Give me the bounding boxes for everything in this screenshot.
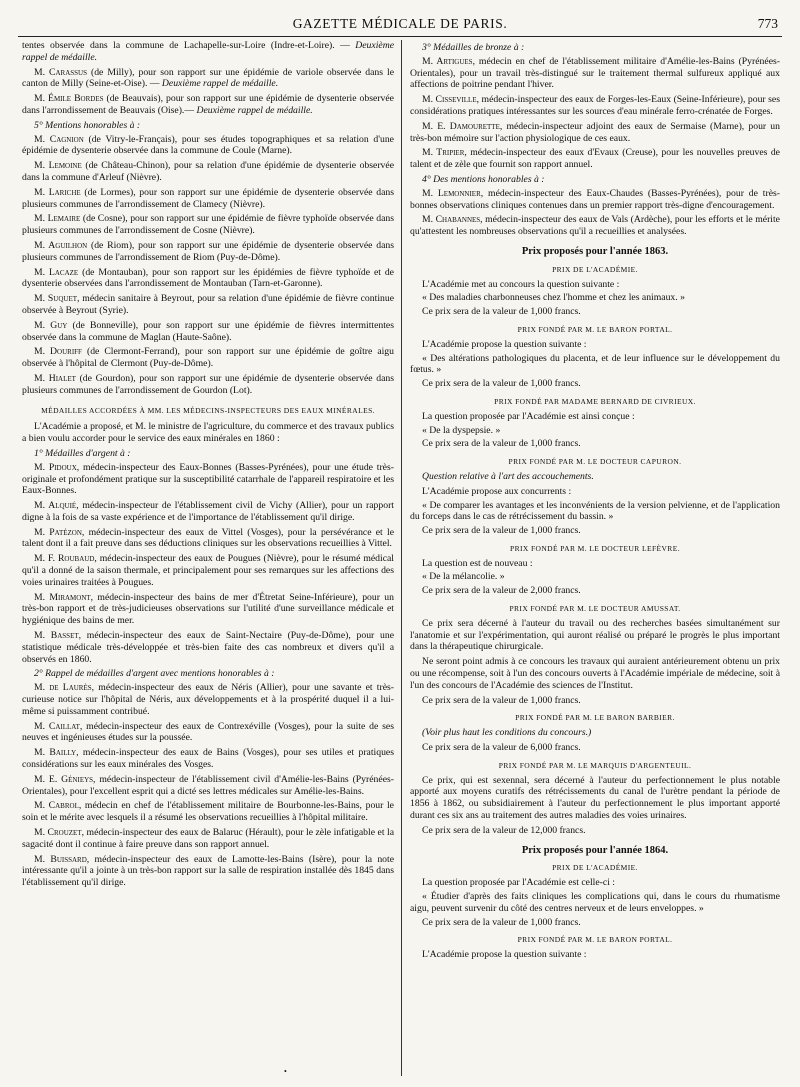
award-entry: [22, 213, 394, 237]
entry-text: (de Gourdon), pour son rapport sur une épidémie de dysenterie observée dans plusieurs communes de l'arrondissement de Gourdon (Lot).: [22, 372, 394, 396]
entry-text: , médecin-inspecteur des bains de mer d'Étretat Seine-Inférieure), pour un très-bon rapport et de très-judicieuses observations sur l'utilité d'une surveillance médicale et hygiénique des bains de mer.: [22, 591, 394, 627]
recipient-name: M. Cisseville: [422, 94, 477, 106]
prize-heading: PRIX FONDÉ PAR M. LE DOCTEUR LEFÈVRE.: [510, 543, 680, 553]
recipient-name: M. Bailly: [34, 747, 77, 759]
question-text: La question proposée par l'Académie est ainsi conçue :: [422, 410, 635, 422]
entry-text: , médecin-inspecteur des eaux de Vals (Ardèche), pour les efforts et le mérite qu'attestent les nombreuses observations qu'il a recueillies et analysées.: [410, 214, 780, 238]
recipient-name: M. Hialet: [34, 372, 76, 384]
prize-value: Ce prix sera de la valeur de 1,000 francs.: [422, 916, 581, 928]
entry-text: L'Académie a proposé, et M. le ministre de l'agriculture, du commerce et des travaux publics a bien voulu accorder pour le service des eaux minérales en 1860 :: [22, 421, 394, 445]
award-entry: [22, 93, 394, 117]
award-entry: [410, 121, 780, 145]
entry-text: (de Cosne), pour son rapport sur une épidémie de fièvre typhoïde observée dans plusieurs communes de l'arrondissement de Cosne (Nièvre).: [22, 213, 394, 237]
question-text: L'Académie met au concours la question suivante :: [422, 278, 620, 290]
question-text: « De la mélancolie. »: [422, 571, 505, 583]
entry-text: , médecin-inspecteur des eaux de Bains (Vosges), pour ses utiles et pratiques considérations sur les eaux minérales des Vosges.: [22, 747, 394, 771]
recipient-name: M. Caillat: [34, 720, 80, 732]
category-heading: 2° Rappel de médailles d'argent avec mentions honorables à :: [34, 668, 275, 680]
recipient-name: M. Cagnion: [34, 133, 84, 145]
entry-text: , médecin-inspecteur des eaux d'Evaux (Creuse), pour les nouvelles preuves de talent et de zèle que fournit son rapport annuel.: [410, 147, 780, 171]
recipient-name: M. Alquié: [34, 500, 77, 512]
category-heading: 1° Médailles d'argent à :: [34, 447, 131, 459]
recipient-name: M. Basset: [34, 630, 79, 642]
entry-text: (de Clermont-Ferrand), pour son rapport sur une épidémie de goître aigu observée à l'hôpital de Clermont (Puy-de-Dôme).: [22, 346, 394, 370]
category-heading: 4° Des mentions honorables à :: [422, 173, 545, 185]
prize-heading: PRIX FONDÉ PAR M. LE DOCTEUR AMUSSAT.: [509, 604, 681, 614]
entry-text: , médecin-inspecteur des eaux de Forges-les-Eaux (Seine-Inférieure), pour ses considérations pratiques intéressantes sur les sources d'eau minérale ferro-crénatée de Forges.: [410, 94, 780, 117]
recipient-name: M. Miramont: [34, 591, 91, 603]
award-entry: [22, 187, 394, 211]
entry-text: , médecin-inspecteur de l'établissement civil de Vichy (Allier), pour un rapport digne à la fois de sa vaste expérience et de l'importance de l'établissement qu'il dirige.: [22, 500, 394, 523]
recipient-name: M. Carassus: [34, 66, 87, 78]
entry-text: , médecin-inspecteur des eaux de Balaruc (Hérault), pour le zèle infatigable et la sagacité dont il continue à faire preuve dans son rapport annuel.: [22, 827, 394, 850]
question-text: La question est de nouveau :: [422, 557, 533, 569]
prize-value: Ce prix sera de la valeur de 1,000 francs.: [422, 525, 581, 537]
award-entry: [22, 747, 394, 771]
prize-heading: PRIX FONDÉ PAR M. LE BARON PORTAL.: [517, 324, 673, 334]
award-entry: [22, 320, 394, 344]
prize-value: Ce prix sera de la valeur de 1,000 francs.: [422, 378, 581, 390]
recipient-name: M. Suquet: [34, 293, 78, 305]
prize-value: Ce prix sera de la valeur de 2,000 francs.: [422, 585, 581, 597]
entry-text: , médecin en chef de l'établissement militaire d'Amélie-les-Bains (Pyrénées-Orientales), pour un travail très-distingué sur le traitement thermal sulfureux appliqué aux affections de poitrine pendant l'hiver.: [410, 55, 780, 91]
recipient-name: M. Lemoine: [34, 160, 82, 172]
entry-text: , médecin-inspecteur des eaux de Saint-Nectaire (Puy-de-Dôme), pour une statistique médicale très-développée et très-bien faite des cas nombreux et divers qu'il a observés en 1860.: [22, 630, 394, 665]
column-divider: [401, 40, 402, 1076]
award-entry: [22, 553, 394, 588]
prize-value: Ce prix sera de la valeur de 6,000 francs.: [422, 742, 581, 754]
entry-text: , médecin-inspecteur des eaux de Vittel (Vosges), pour la persévérance et le talent dont il a fait preuve dans ses déductions cliniques sur les observations recueillies à Vittel.: [22, 526, 394, 550]
award-entry: [410, 94, 780, 118]
award-entry: [22, 682, 394, 717]
recipient-name: M. Douriff: [34, 346, 82, 358]
category-heading: 5° Mentions honorables à :: [34, 119, 141, 131]
entry-text: (de Château-Chinon), pour sa relation d'une épidémie de dysenterie observée dans la commune d'Arleuf (Nièvre).: [22, 160, 394, 183]
recipient-name: M. Lemonnier: [422, 187, 481, 199]
entry-text: (de Milly), pour son rapport sur une épidémie de variole observée dans le canton de Milly (Seine-et-Oise). —: [22, 66, 394, 90]
prize-heading: PRIX FONDÉ PAR M. LE DOCTEUR CAPURON.: [508, 457, 682, 467]
prize-value: Ce prix sera de la valeur de 1,000 francs.: [422, 438, 581, 450]
prize-heading: PRIX DE L'ACADÉMIE.: [552, 863, 638, 873]
award-entry: [410, 214, 780, 238]
entry-text: (de Lormes), pour son rapport sur une épidémie de dysenterie observée dans plusieurs communes de l'arrondissement de Clamecy (Nièvre).: [22, 186, 394, 210]
paragraph: [22, 421, 394, 445]
award-entry: [22, 373, 394, 397]
recipient-name: M. Crouzet: [34, 827, 82, 839]
recipient-name: M. Patézon: [34, 526, 82, 538]
question-text: La question proposée par l'Académie est celle-ci :: [422, 877, 615, 889]
entry-text: Ce prix sera décerné à l'auteur du travail ou des recherches basées simultanément sur l'anatomie et sur l'expérimentation, qui auront réalisé ou préparé le progrès le plus important dans la thérapeutique chirurgicale.: [410, 617, 780, 653]
entry-text: , médecin-inspecteur de l'établissement civil d'Amélie-les-Bains (Pyrénées-Orientales), pour l'excellent esprit qui a dicté ses lettres médicales sur Amélie-les-Bains.: [22, 773, 394, 797]
award-entry: [22, 774, 394, 798]
entry-text: (de Bonneville), pour son rapport sur une épidémie de fièvres intermittentes observée dans la commune de Maglan (Haute-Saône).: [22, 319, 394, 343]
right-column: [410, 40, 780, 1076]
recipient-name: M. Lacaze: [34, 266, 79, 278]
question-text: L'Académie propose la question suivante :: [422, 949, 587, 961]
entry-text: tentes observée dans la commune de Lachapelle-sur-Loire (Indre-et-Loire). —: [22, 40, 350, 51]
prize-heading: PRIX FONDÉ PAR M. LE MARQUIS D'ARGENTEUIL.: [498, 760, 692, 770]
recipient-name: M. E. Génieys: [34, 773, 94, 785]
recipient-name: M. Chabannes: [422, 214, 481, 226]
question-text: « Des altérations pathologiques du placenta, et de leur influence sur le développement du fœtus. »: [410, 352, 780, 376]
prize-heading: PRIX FONDÉ PAR M. LE BARON BARBIER.: [515, 713, 675, 723]
entry-text: (de Riom), pour son rapport sur une épidémie de dysenterie observée dans plusieurs communes de l'arrondissement de Riom (Puy-de-Dôme).: [22, 239, 394, 263]
award-entry: [22, 240, 394, 264]
award-entry: [410, 188, 780, 212]
award-entry: [22, 630, 394, 665]
rappel-note: Deuxième rappel de médaille.: [196, 104, 313, 116]
recipient-name: M. Pidoux: [34, 461, 77, 473]
year-heading: Prix proposés pour l'année 1863.: [521, 245, 669, 257]
award-entry: [22, 500, 394, 524]
recipient-name: M. Guy: [34, 319, 68, 331]
award-entry: [410, 147, 780, 171]
award-entry: [22, 134, 394, 158]
award-entry: [22, 267, 394, 291]
question-text: « De comparer les avantages et les inconvénients de la version pelvienne, et de l'application du forceps dans le cas de rétrécissement du bassin. »: [410, 499, 780, 523]
entry-text: , médecin-inspecteur adjoint des eaux de Sermaise (Marne), pour un très-bon mémoire sur l'action physiologique de ces eaux.: [410, 120, 780, 144]
recipient-name: M. Aguilhon: [34, 239, 88, 251]
recipient-name: M. Cabrol: [34, 800, 79, 812]
prize-value: Ce prix sera de la valeur de 1,000 francs.: [422, 694, 581, 706]
award-entry: [22, 800, 394, 824]
award-entry: [22, 527, 394, 551]
award-entry: [22, 854, 394, 889]
question-text: « Des maladies charbonneuses chez l'homme et chez les animaux. »: [422, 292, 685, 304]
entry-text: (de Beauvais), pour son rapport sur une épidémie de dysenterie observée dans l'arrondissement de Beauvais (Oise).—: [22, 93, 394, 116]
page-number: 773: [757, 16, 778, 31]
section-heading: MÉDAILLES ACCORDÉES À MM. LES MÉDECINS-INSPECTEURS DES EAUX MINÉRALES.: [41, 405, 375, 415]
question-text: « De la dyspepsie. »: [422, 424, 501, 436]
paragraph: [22, 40, 394, 64]
award-entry: [22, 346, 394, 370]
entry-text: , médecin-inspecteur des eaux de Pougues (Nièvre), pour le résumé médical qu'il a donné de la saison thermale, et principalement pour ses remarques sur les affections des voies urinaires traitées à Pougues.: [22, 553, 394, 588]
paragraph: [410, 656, 780, 691]
award-entry: [22, 160, 394, 184]
entry-text: , médecin-inspecteur des Eaux-Chaudes (Basses-Pyrénées), pour de très-bonnes observations cliniques contenues dans un premier rapport très-digne d'encouragement.: [410, 187, 780, 211]
question-text: « Étudier d'après des faits cliniques les complications qui, dans le cours du rhumatisme aigu, peuvent survenir du côté des centres nerveux et de leurs enveloppes. »: [410, 891, 780, 914]
award-entry: [22, 462, 394, 497]
prize-heading: PRIX DE L'ACADÉMIE.: [552, 264, 638, 274]
entry-text: , médecin en chef de l'établissement militaire de Bourbonne-les-Bains, pour le soin et le mérite avec lesquels il a résumé les observations recueillies à l'hôpital militaire.: [22, 800, 394, 824]
award-entry: [22, 721, 394, 745]
award-entry: [410, 56, 780, 91]
award-entry: [22, 67, 394, 91]
entry-text: Ce prix, qui est sexennal, sera décerné à l'auteur du perfectionnement le plus notable apporté aux moyens curatifs des rétrécissements du canal de l'urètre pendant la période de 1856 à 1862, ou subsidiairement à l'auteur du perfectionnement le plus important apporté durant ces six ans au traitement des autres maladies des voies urinaires.: [410, 774, 780, 822]
prize-value: Ce prix sera de la valeur de 12,000 francs.: [422, 824, 586, 836]
award-entry: [22, 827, 394, 851]
entry-text: , médecin-inspecteur des eaux de Lamotte-les-Bains (Isère), pour la note intéressante qu'il a jointe à un très-bon rapport sur la salle de respiration installée dès 1845 dans l'établissement qu'il dirige.: [22, 853, 394, 889]
prize-heading: PRIX FONDÉ PAR M. LE BARON PORTAL.: [517, 935, 673, 945]
entry-text: (de Montauban), pour son rapport sur les épidémies de fièvre typhoïde et de dysenterie observées dans l'arrondissement de Montauban (Tarn-et-Garonne).: [22, 266, 394, 290]
entry-text: (de Vitry-le-Français), pour ses études topographiques et sa relation d'une épidémie de dysenterie observée dans la commune de Coule (Marne).: [22, 133, 394, 157]
rappel-note: Deuxième rappel de médaille.: [161, 78, 279, 90]
entry-text: Ne seront point admis à ce concours les travaux qui auraient antérieurement obtenu un prix ou une récompense, soit à l'un des concours ouverts à l'Académie impériale de médecine, soit à l'un des concours de l'Académie des sciences de l'Institut.: [410, 656, 780, 691]
recipient-name: M. de Laurès: [34, 682, 92, 694]
paragraph: [410, 775, 780, 822]
entry-text: , médecin sanitaire à Beyrout, pour sa relation d'une épidémie de fièvre continue observée à Beyrout (Syrie).: [22, 293, 394, 316]
award-entry: [22, 293, 394, 317]
entry-text: , médecin-inspecteur des Eaux-Bonnes (Basses-Pyrénées), pour une étude très-originale et profondément pratique sur la susceptibilité catarrhale de l'appareil respiratoire et les Eaux-Bonnes.: [22, 461, 394, 497]
recipient-name: M. E. Damourette: [422, 120, 500, 132]
recipient-name: M. Lemaire: [34, 213, 81, 225]
journal-title: GAZETTE MÉDICALE DE PARIS.: [292, 16, 508, 31]
italic-note: Question relative à l'art des accouchements.: [422, 470, 594, 482]
award-entry: [22, 592, 394, 627]
question-text: L'Académie propose la question suivante :: [422, 338, 587, 350]
paragraph: [410, 618, 780, 653]
prize-heading: PRIX FONDÉ PAR MADAME BERNARD DE CIVRIEUX.: [494, 396, 696, 406]
recipient-name: M. Artigues: [422, 55, 473, 67]
entry-text: , médecin-inspecteur des eaux de Contrexéville (Vosges), pour la suite de ses neuves et ingénieuses études sur la poussée.: [22, 720, 394, 744]
footer-mark: •: [284, 1067, 287, 1076]
rappel-note: Deuxième rappel de médaille.: [22, 40, 394, 63]
page-header: [18, 14, 782, 37]
italic-note: (Voir plus haut les conditions du concours.): [422, 727, 592, 739]
question-text: L'Académie propose aux concurrents :: [422, 485, 572, 497]
recipient-name: M. Buissard: [34, 853, 87, 865]
recipient-name: M. Émile Bordes: [34, 93, 104, 105]
recipient-name: M. F. Roubaud: [34, 553, 95, 565]
year-heading: Prix proposés pour l'année 1864.: [521, 844, 669, 856]
recipient-name: M. Tripier: [422, 147, 465, 159]
recipient-name: M. Lariche: [34, 186, 81, 198]
category-heading: 3° Médailles de bronze à :: [422, 42, 525, 53]
entry-text: , médecin-inspecteur des eaux de Néris (Allier), pour une savante et très-curieuse notice sur l'hôpital de Néris, aux développements et à la prospérité duquel il a lui-même si puissamment contribué.: [22, 682, 394, 717]
prize-value: Ce prix sera de la valeur de 1,000 francs.: [422, 306, 581, 318]
left-column: [22, 40, 394, 1076]
